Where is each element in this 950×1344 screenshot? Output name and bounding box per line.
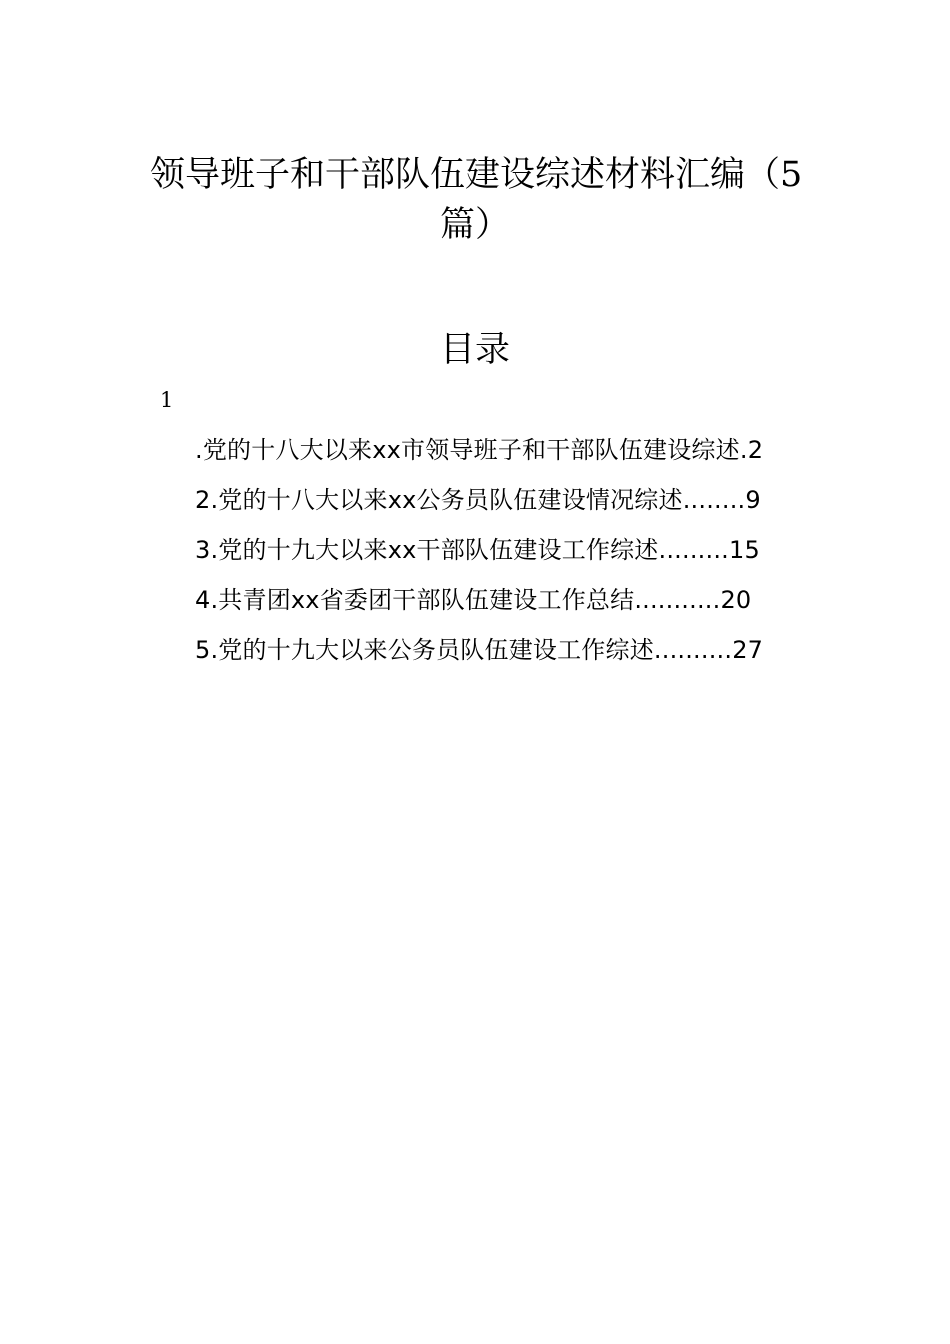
title-text: 领导班子和干部队伍建设综述材料汇编（ [150,155,781,195]
toc-entry-title: 4.共青团xx省委团干部队伍建设工作总结 [195,586,635,614]
toc-page-number: 20 [720,586,752,614]
toc-entry-2[interactable] [195,475,807,525]
title-count: 5 [780,155,803,195]
toc-leader: .......... [653,636,733,664]
toc-entry-title: 5.党的十九大以来公务员队伍建设工作综述 [195,636,654,664]
toc-entry-5[interactable] [195,625,807,675]
toc-heading: 目录 [439,330,510,370]
toc-entry-title: .党的十八大以来xx市领导班子和干部队伍建设综述 [195,436,740,464]
toc-entry-1[interactable] [195,425,807,475]
list-marker: 1 [160,388,174,412]
document-title-line1 [150,148,810,202]
toc-page-number: 2 [747,436,764,464]
toc-page-number: 27 [732,636,764,664]
toc-leader: . [739,436,748,464]
toc-entry-title: 2.党的十八大以来xx公务员队伍建设情况综述 [195,486,683,514]
toc-leader: ........... [634,586,721,614]
document-title-line2: 篇） [439,205,510,245]
table-of-contents [195,425,807,675]
toc-entry-4[interactable] [195,575,807,625]
toc-entry-title: 3.党的十九大以来xx干部队伍建设工作综述 [195,536,659,564]
toc-page-number: 15 [728,536,760,564]
toc-entry-3[interactable] [195,525,807,575]
toc-page-number: 9 [745,486,761,514]
toc-leader: ........ [682,486,746,514]
toc-leader: ......... [658,536,729,564]
